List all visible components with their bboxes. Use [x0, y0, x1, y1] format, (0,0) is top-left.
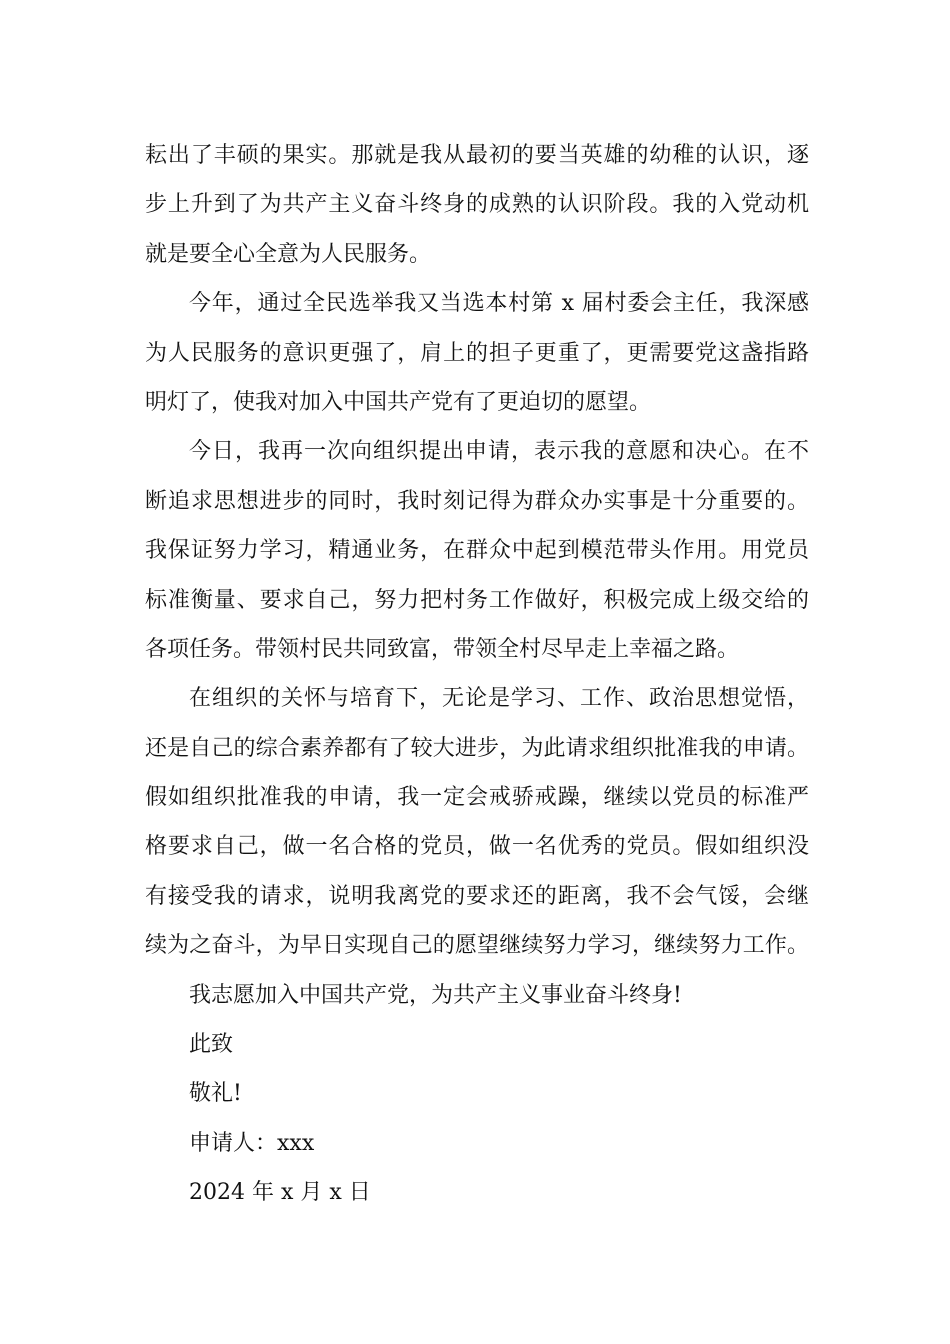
paragraph-2-line-1: 今年，通过全民选举我又当选本村第 x 届村委会主任，我深感: [189, 291, 809, 317]
paragraph-3-line-4: 标准衡量、要求自己，努力把村务工作做好，积极完成上级交给的: [145, 587, 809, 613]
paragraph-1-line-2: 步上升到了为共产主义奋斗终身的成熟的认识阶段。我的入党动机: [145, 192, 809, 218]
paragraph-2-line-2: 为人民服务的意识更强了，肩上的担子更重了，更需要党这盏指路: [145, 340, 809, 366]
paragraph-4-line-5: 有接受我的请求，说明我离党的要求还的距离，我不会气馁，会继: [145, 883, 809, 909]
paragraph-4-line-6: 续为之奋斗，为早日实现自己的愿望继续努力学习，继续努力工作。: [145, 933, 809, 959]
paragraph-3-line-1: 今日，我再一次向组织提出申请，表示我的意愿和决心。在不: [189, 439, 809, 465]
paragraph-4-line-4: 格要求自己，做一名合格的党员，做一名优秀的党员。假如组织没: [145, 834, 809, 860]
letter-body: [145, 131, 809, 1218]
regards-line: 敬礼!: [189, 1081, 242, 1107]
paragraph-4-line-2: 还是自己的综合素养都有了较大进步，为此请求组织批准我的申请。: [145, 735, 809, 761]
paragraph-4-line-1: 在组织的关怀与培育下，无论是学习、工作、政治思想觉悟，: [189, 686, 809, 712]
salutation-line: 此致: [189, 1032, 234, 1058]
date-line: 2024 年 x 月 x 日: [189, 1180, 371, 1206]
paragraph-2-line-3: 明灯了，使我对加入中国共产党有了更迫切的愿望。: [145, 389, 652, 415]
paragraph-3-line-3: 我保证努力学习，精通业务，在群众中起到模范带头作用。用党员: [145, 538, 809, 564]
pledge-line: 我志愿加入中国共产党，为共产主义事业奋斗终身!: [189, 982, 682, 1008]
paragraph-1-line-1: 耘出了丰硕的果实。那就是我从最初的要当英雄的幼稚的认识，逐: [145, 143, 809, 168]
paragraph-3-line-5: 各项任务。带领村民共同致富，带领全村尽早走上幸福之路。: [145, 636, 740, 662]
paragraph-3-line-2: 断追求思想进步的同时，我时刻记得为群众办实事是十分重要的。: [145, 488, 809, 514]
applicant-line: 申请人：xxx: [189, 1130, 315, 1156]
paragraph-4-line-3: 假如组织批准我的申请，我一定会戒骄戒躁，继续以党员的标准严: [145, 785, 809, 811]
paragraph-1-line-3: 就是要全心全意为人民服务。: [145, 241, 432, 267]
